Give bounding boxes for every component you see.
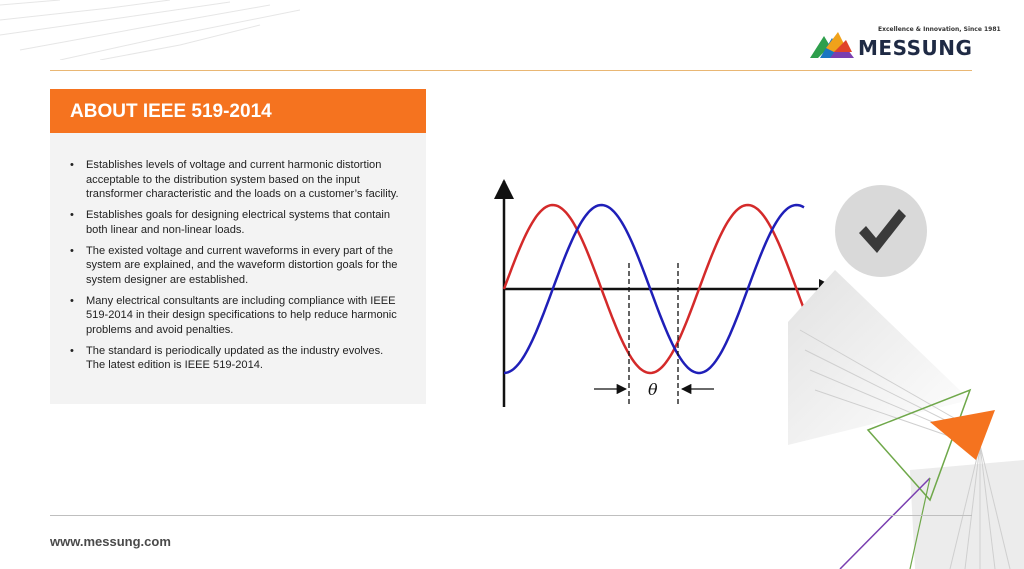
messung-logo[interactable] — [808, 24, 1001, 64]
bullet-item: • Establishes goals for designing electrical systems that contain both linear and non-linear loads. — [70, 208, 400, 237]
background-lines-decoration — [0, 0, 300, 60]
logo-wordmark: MESSUNG — [858, 36, 973, 60]
bullet-list — [70, 158, 400, 379]
approved-badge — [835, 185, 927, 277]
footer-website-link[interactable]: www.messung.com — [50, 534, 171, 549]
logo-tagline: Excellence & Innovation, Since 1981 — [878, 26, 1001, 33]
header-divider — [50, 70, 972, 71]
logo-mark-icon — [808, 30, 856, 60]
phase-angle-label: θ — [648, 380, 658, 399]
section-title-bar — [50, 89, 426, 133]
bullet-item: • The existed voltage and current waveforms in every part of the system are explained, and the waveform distortion goals for the system designer are established. — [70, 244, 400, 288]
footer-divider — [50, 515, 972, 516]
section-title: ABOUT IEEE 519-2014 — [70, 101, 272, 122]
content-panel — [50, 133, 426, 404]
bullet-item: • The standard is periodically updated as the industry evolves. The latest edition is IEEE 519-2014. — [70, 344, 400, 373]
checkmark-icon — [835, 185, 927, 277]
bullet-item: • Establishes levels of voltage and current harmonic distortion acceptable to the distribution system based on the input transformer characteristic and the loads on a customer’s facility. — [70, 158, 400, 202]
bullet-item: • Many electrical consultants are including compliance with IEEE 519-2014 in their design specifications to help reduce harmonic problems and avoid penalties. — [70, 294, 400, 338]
prism-decoration — [780, 270, 1024, 569]
